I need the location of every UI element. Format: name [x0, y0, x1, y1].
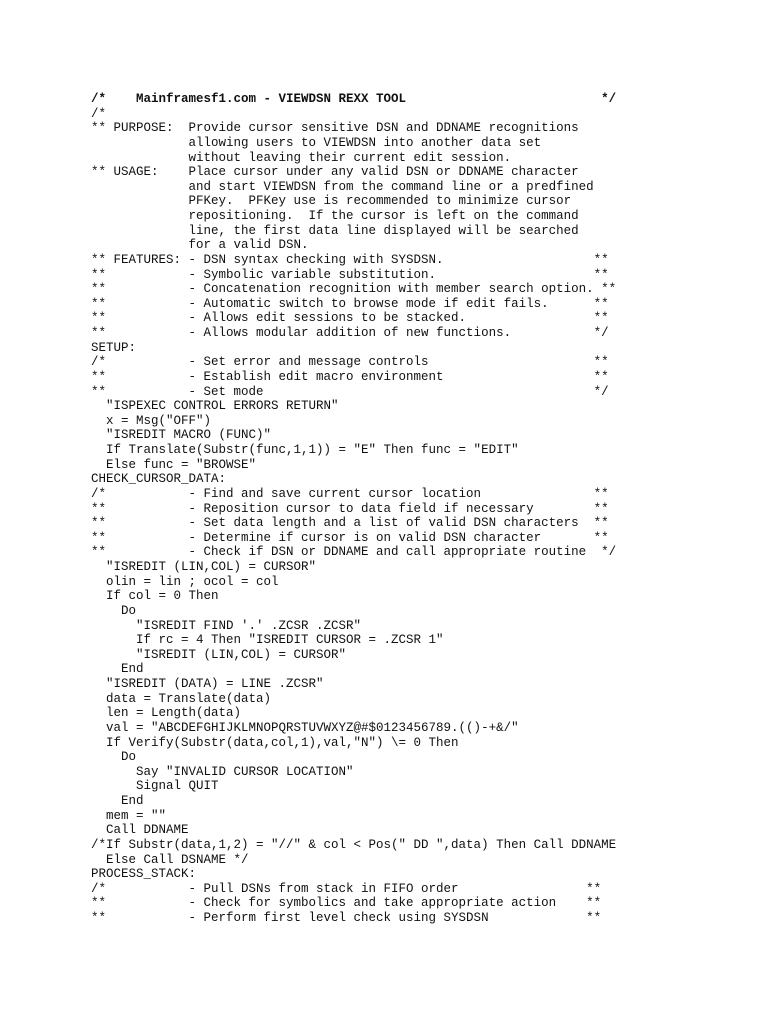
code-line: ** - Check if DSN or DDNAME and call appropriate routine */ [91, 545, 617, 560]
code-line: /* - Pull DSNs from stack in FIFO order ** [91, 881, 602, 896]
code-line: Call DDNAME [91, 823, 189, 838]
code-line: ** - Check for symbolics and take appropriate action ** [91, 896, 602, 911]
code-line: ** - Symbolic variable substitution. ** [91, 267, 609, 282]
code-line: "ISREDIT (LIN,COL) = CURSOR" [91, 560, 317, 574]
code-line: repositioning. If the cursor is left on the command [91, 209, 579, 223]
code-line: Signal QUIT [91, 779, 219, 794]
code-line: PFKey. PFKey use is recommended to minimize cursor [91, 194, 572, 209]
code-line: /* - Find and save current cursor location ** [91, 486, 609, 501]
code-line: ** - Establish edit macro environment ** [91, 369, 609, 384]
code-line: ** - Determine if cursor is on valid DSN character ** [91, 530, 609, 545]
code-line: ** FEATURES: - DSN syntax checking with SYSDSN. ** [91, 252, 609, 267]
code-line: Do [91, 603, 137, 618]
code-line: allowing users to VIEWDSN into another data set [91, 135, 542, 150]
code-line: "ISREDIT (LIN,COL) = CURSOR" [91, 647, 347, 662]
code-line: SETUP: [91, 340, 137, 355]
code-line: for a valid DSN. [91, 238, 309, 253]
code-line: Say "INVALID CURSOR LOCATION" [91, 764, 354, 779]
code-line: "ISREDIT (DATA) = LINE .ZCSR" [91, 677, 324, 691]
code-line: CHECK_CURSOR_DATA: [91, 472, 227, 487]
rexx-source-listing [91, 92, 616, 926]
code-line: /* - Set error and message controls ** [91, 355, 609, 370]
code-line: ** - Perform first level check using SYSDSN ** [91, 911, 602, 925]
code-line: ** - Set mode */ [91, 384, 609, 399]
code-line: PROCESS_STACK: [91, 867, 197, 882]
code-line: ** USAGE: Place cursor under any valid DSN or DDNAME character [91, 165, 579, 180]
code-line: ** - Allows modular addition of new functions. */ [91, 326, 609, 340]
code-line: Else Call DSNAME */ [91, 852, 249, 867]
code-line: data = Translate(data) [91, 691, 272, 706]
code-line: olin = lin ; ocol = col [91, 574, 279, 589]
code-line: x = Msg("OFF") [91, 413, 212, 428]
code-line: "ISPEXEC CONTROL ERRORS RETURN" [91, 399, 339, 414]
code-line: "ISREDIT MACRO (FUNC)" [91, 428, 272, 443]
code-line: ** - Allows edit sessions to be stacked. ** [91, 311, 609, 326]
code-line: If Verify(Substr(data,col,1),val,"N") \= 0 Then [91, 735, 459, 750]
code-line: Else func = "BROWSE" [91, 457, 257, 472]
code-line: /*If Substr(data,1,2) = "//" & col < Pos(" DD ",data) Then Call DDNAME [91, 837, 617, 852]
code-line: ** - Automatic switch to browse mode if edit fails. ** [91, 296, 609, 311]
code-line: If rc = 4 Then "ISREDIT CURSOR = .ZCSR 1" [91, 633, 444, 648]
header-comment-line: /* Mainframesf1.com - VIEWDSN REXX TOOL */ [91, 92, 617, 106]
code-line: without leaving their current edit session. [91, 150, 512, 165]
code-line: val = "ABCDEFGHIJKLMNOPQRSTUVWXYZ@#$0123456789.(()-+&/" [91, 720, 519, 735]
code-line: line, the first data line displayed will be searched [91, 223, 579, 238]
code-line: If col = 0 Then [91, 589, 219, 604]
code-line: ** - Concatenation recognition with member search option. ** [91, 282, 617, 297]
code-line: ** PURPOSE: Provide cursor sensitive DSN and DDNAME recognitions [91, 121, 579, 136]
code-line: len = Length(data) [91, 706, 242, 721]
code-line: Do [91, 750, 137, 765]
code-line: If Translate(Substr(func,1,1)) = "E" Then func = "EDIT" [91, 443, 519, 457]
code-line: "ISREDIT FIND '.' .ZCSR .ZCSR" [91, 618, 362, 633]
code-line: End [91, 662, 144, 677]
code-line: /* [91, 106, 107, 121]
code-line: ** - Reposition cursor to data field if necessary ** [91, 501, 609, 516]
code-line: mem = "" [91, 808, 167, 823]
code-line: End [91, 794, 144, 808]
code-line: and start VIEWDSN from the command line or a predfined [91, 179, 594, 194]
code-line: ** - Set data length and a list of valid DSN characters ** [91, 516, 609, 531]
